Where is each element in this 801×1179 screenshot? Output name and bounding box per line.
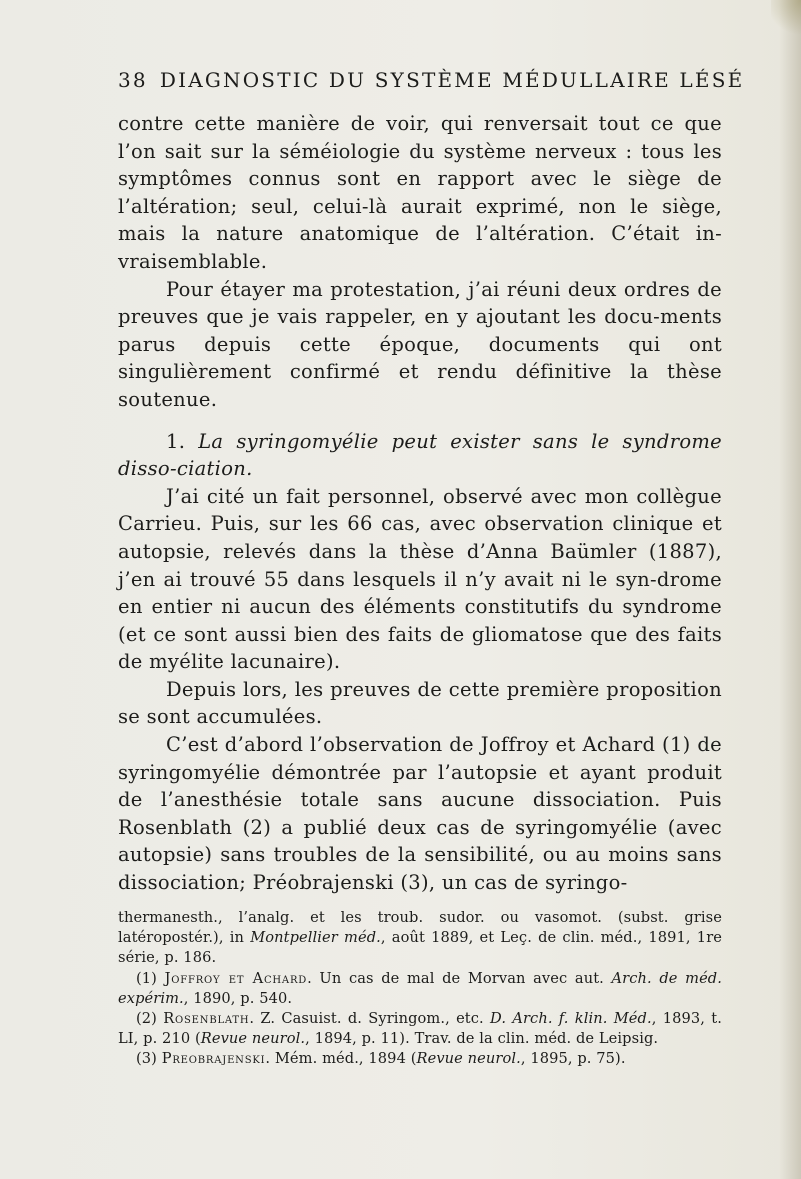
corner-stain (771, 0, 801, 40)
page-number: 38 (118, 68, 148, 92)
footnotes (118, 908, 722, 1070)
footnote-3 (118, 1049, 722, 1069)
section-title: La syringomyélie peut exister sans le syndrome disso-ciation. (118, 429, 722, 481)
paragraph-6: C’est d’abord l’observation de Joffroy et Achard (1) de syringomyélie démontrée par l’autopsie et ayant produit de l’anesthésie totale sans aucune dissociation. Puis Rosenblath (2) a publié deux cas de syringomyélie (avec autopsie) sans troubles de la sensibilité, ou au moins sans dissociation; Préobrajenski (3), un cas de syringo- (118, 733, 722, 895)
journal-title: Montpellier méd. (250, 929, 381, 947)
journal-title: Revue neurol. (416, 1050, 521, 1068)
footnote-text: . Z. Casuist. d. Syringom., etc. (249, 1010, 491, 1028)
main-text (118, 110, 722, 897)
footnote-text: , 1894, p. 11). Trav. de la clin. méd. de Leipsig. (305, 1030, 659, 1048)
running-title: DIAGNOSTIC DU SYSTÈME MÉDULLAIRE LÉSÉ (159, 68, 745, 92)
journal-title: Arch. de méd. expérim. (118, 969, 722, 1007)
section-number: 1. (166, 429, 186, 453)
paragraph-4: J’ai cité un fait personnel, observé avec mon collègue Carrieu. Puis, sur les 66 cas, avec observation clinique et autopsie, relevés dans la thèse d’Anna Baümler (1887), j’en ai trouvé 55 dans lesquels il n’y avait ni le syn-drome en entier ni aucun des éléments constitutifs du syndrome (et ce sont aussi bien des faits de gliomatose que des faits de myélite lacunaire). (118, 484, 722, 674)
paragraph-1: contre cette manière de voir, qui renversait tout ce que l’on sait sur la séméiologie du système nerveux : tous les symptômes connus sont en rapport avec le siège de l’altération; seul, celui-là aurait exprimé, non le siège, mais la nature anatomique de l’altération. C’était in-vraisemblable. (118, 112, 722, 273)
footnote-author: Rosenblath (163, 1010, 250, 1028)
footnote-number: (1) (136, 969, 165, 987)
section-heading (118, 428, 722, 483)
footnote-number: (3) (136, 1050, 162, 1068)
footnote-author: Preobrajenski (161, 1050, 266, 1068)
footnote-text: , 1890, p. 540. (183, 989, 293, 1007)
footnote-text: thermanesth., l’analg. et les troub. sudor. ou vasomot. (subst. grise latéropostér.), in (118, 909, 722, 947)
footnote-text: , août 1889, et Leç. de clin. méd., 1891, 1re série, p. 186. (118, 929, 723, 967)
footnote-text: , 1893, t. LI, p. 210 ( (118, 1010, 722, 1048)
footnote-number: (2) (136, 1010, 164, 1028)
footnote-author: Joffroy et Achard (164, 969, 308, 987)
footnote-text: , 1895, p. 75). (520, 1050, 626, 1068)
page-edge-shadow (779, 0, 801, 1179)
journal-title: Revue neurol. (200, 1030, 306, 1048)
footnote-2 (118, 1009, 722, 1049)
journal-title: D. Arch. f. klin. Méd. (490, 1010, 652, 1028)
footnote-1 (118, 969, 722, 1009)
footnote-text: . Un cas de mal de Morvan avec aut. (307, 969, 612, 987)
running-header (118, 68, 745, 92)
footnote-text: . Mém. méd., 1894 ( (265, 1050, 417, 1068)
paragraph-2: Pour étayer ma protestation, j’ai réuni deux ordres de preuves que je vais rappeler, en y ajoutant les docu-ments parus depuis cette époque, documents qui ont singulièrement confirmé et rendu définitive la thèse soutenue. (118, 277, 722, 411)
paragraph-5: Depuis lors, les preuves de cette première proposition se sont accumulées. (118, 677, 722, 729)
footnote-continued (118, 908, 722, 969)
